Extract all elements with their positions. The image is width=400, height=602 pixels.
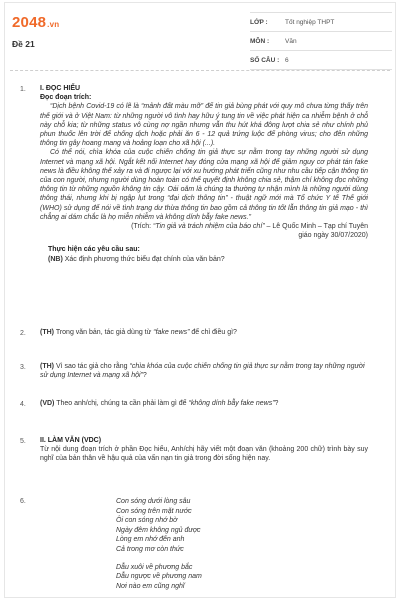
meta-key: SỐ CÂU : bbox=[250, 56, 280, 64]
exam-code: Đề 21 bbox=[12, 39, 35, 49]
question-text: để chỉ điều gì? bbox=[189, 329, 237, 336]
poem-line: Ngày đêm không ngủ được bbox=[116, 526, 201, 534]
question-quote: “không dính bẫy fake news” bbox=[188, 400, 275, 407]
question-text: Vì sao tác giả cho rằng bbox=[54, 363, 130, 370]
question-number: 1. bbox=[20, 86, 26, 93]
poem-line: Dẫu xuôi về phương bắc bbox=[116, 563, 193, 571]
header bbox=[4, 2, 396, 64]
poem-line: Lòng em nhớ đến anh bbox=[116, 536, 185, 544]
question-number: 6. bbox=[20, 498, 26, 505]
level-tag: (TH) bbox=[40, 329, 54, 336]
section-title: I. ĐỌC HIỂU bbox=[40, 85, 81, 92]
poem-line: Ôi con sóng nhớ bờ bbox=[116, 517, 178, 525]
worksheet-page bbox=[4, 2, 396, 598]
meta-row-grade bbox=[250, 12, 392, 32]
logo-suffix: .vn bbox=[47, 20, 60, 29]
level-tag: (TH) bbox=[40, 363, 54, 370]
citation-prefix: (Trích: bbox=[131, 223, 153, 231]
poem-line: Con sóng dưới lòng sâu bbox=[116, 498, 191, 505]
question-2 bbox=[40, 328, 368, 337]
question-text: Theo anh/chị, chúng ta cần phải làm gì để bbox=[54, 400, 189, 407]
poem-line: Cả trong mơ còn thức bbox=[116, 545, 184, 553]
meta-key: MÔN : bbox=[250, 37, 270, 45]
level-tag: (NB) bbox=[48, 255, 63, 263]
question-text: ? bbox=[274, 400, 279, 407]
question-quote: “chìa khóa của cuộc chiến chống tin giả thực sự nằm trong tay những người sử dụng Internet và mạng xã hội” bbox=[40, 363, 365, 380]
meta-key: LỚP : bbox=[250, 18, 268, 26]
question-text: Trong văn bản, tác giả dùng từ bbox=[54, 329, 154, 336]
question-4 bbox=[40, 399, 368, 408]
poem-excerpt bbox=[116, 497, 316, 599]
citation-suffix: – Lê Quốc Minh – Tạp chí Tuyên bbox=[264, 223, 368, 231]
question-text: ? bbox=[142, 372, 147, 380]
meta-value: Văn bbox=[285, 37, 297, 45]
instruction-heading: Thực hiện các yêu cầu sau: bbox=[48, 246, 140, 254]
level-tag: (VD) bbox=[40, 400, 55, 407]
question-number: 4. bbox=[20, 401, 26, 408]
excerpt-citation bbox=[40, 222, 368, 231]
poem-stanza bbox=[116, 497, 316, 555]
logo-text: 2048 bbox=[12, 14, 47, 31]
question-number: 3. bbox=[20, 364, 26, 371]
question-number: 2. bbox=[20, 330, 26, 337]
requirement-text: Xác định phương thức biểu đạt chính của văn bản? bbox=[62, 255, 225, 263]
exam-meta-table bbox=[250, 12, 392, 70]
excerpt-label: Đọc đoạn trích: bbox=[40, 94, 92, 102]
question-1 bbox=[40, 84, 368, 264]
poem-line: Con sóng trên mặt nước bbox=[116, 507, 192, 515]
requirement bbox=[40, 255, 368, 264]
header-divider bbox=[10, 70, 390, 71]
question-3 bbox=[40, 362, 368, 380]
question-text: Từ nội dung đoạn trích ở phần Đọc hiểu, Anh/chị hãy viết một đoạn văn (khoảng 200 chữ) trình bày suy nghĩ của bản thân về hậu quả của vấn nạn tin giả trong đời sống hiện nay. bbox=[40, 446, 368, 463]
citation-title: “Tin giả và trách nhiệm của báo chí” bbox=[153, 223, 265, 231]
meta-value: 6 bbox=[285, 56, 289, 64]
excerpt-paragraph: Có thể nói, chìa khóa của cuộc chiến chống tin giả thực sự nằm trong tay những người sử dụng Internet và mạng xã hội. Ngắt kết nối Internet hay đóng cửa mạng xã hội để giảm nguy cơ phát tán fake news là điều không thể xảy ra và đi ngược lại với xu hướng phát triển cũng như nhu cầu tiếp cận thông tin của con người, nhưng người dùng hoàn toàn có thể quyết định không chia sẻ, thậm chí không đọc những thông tin từ những nguồn không tin cậy. Oái oăm là chúng ta thường tự nhận mình là những người dùng thông thái, nhưng khi bị ngập lụt trong “đại dịch thông tin” - thuật ngữ mới mà Tổ chức Y tế Thế giới (WHO) sử dụng để nói về tình trạng dư thừa thông tin bao gồm cả thông tin tốt lẫn thông tin giả mạo - thì chẳng ai dám chắc là họ miễn nhiễm và không dính bẫy fake news.” bbox=[40, 149, 368, 221]
poem-stanza bbox=[116, 563, 316, 592]
meta-value: Tốt nghiệp THPT bbox=[285, 18, 335, 26]
site-logo[interactable] bbox=[12, 14, 59, 31]
poem-line: Dẫu ngược về phương nam bbox=[116, 573, 202, 581]
section-title: II. LÀM VĂN (VDC) bbox=[40, 437, 102, 444]
meta-row-subject bbox=[250, 32, 392, 51]
question-quote: “fake news” bbox=[153, 329, 190, 336]
poem-line: Nơi nào em cũng nghĩ bbox=[116, 582, 185, 590]
question-5 bbox=[40, 436, 368, 464]
excerpt-paragraph: “Dịch bệnh Covid-19 có lẽ là “mảnh đất màu mỡ” để tin giả bùng phát với quy mô chưa từng thấy trên thế giới và ở Việt Nam: từ những người vô tình hay hữu ý tung tin về việc phát hiện ca nhiễm bệnh ở chỗ này chỗ kia; từ những status vô cùng nợ ngần nhưng vẫn thu hút khá đông lượt chia sẻ như chính phủ phun thuốc lên trời để chống dịch hoặc phải ăn 6 - 12 quả trứng luộc để phòng virus; cho đến những thông tin gây hoang mang và hoảng loạn cho xã hội (...). bbox=[40, 103, 368, 148]
question-number: 5. bbox=[20, 438, 26, 445]
excerpt-citation-line2: giáo ngày 30/07/2020) bbox=[298, 232, 368, 240]
meta-row-question-count bbox=[250, 51, 392, 70]
